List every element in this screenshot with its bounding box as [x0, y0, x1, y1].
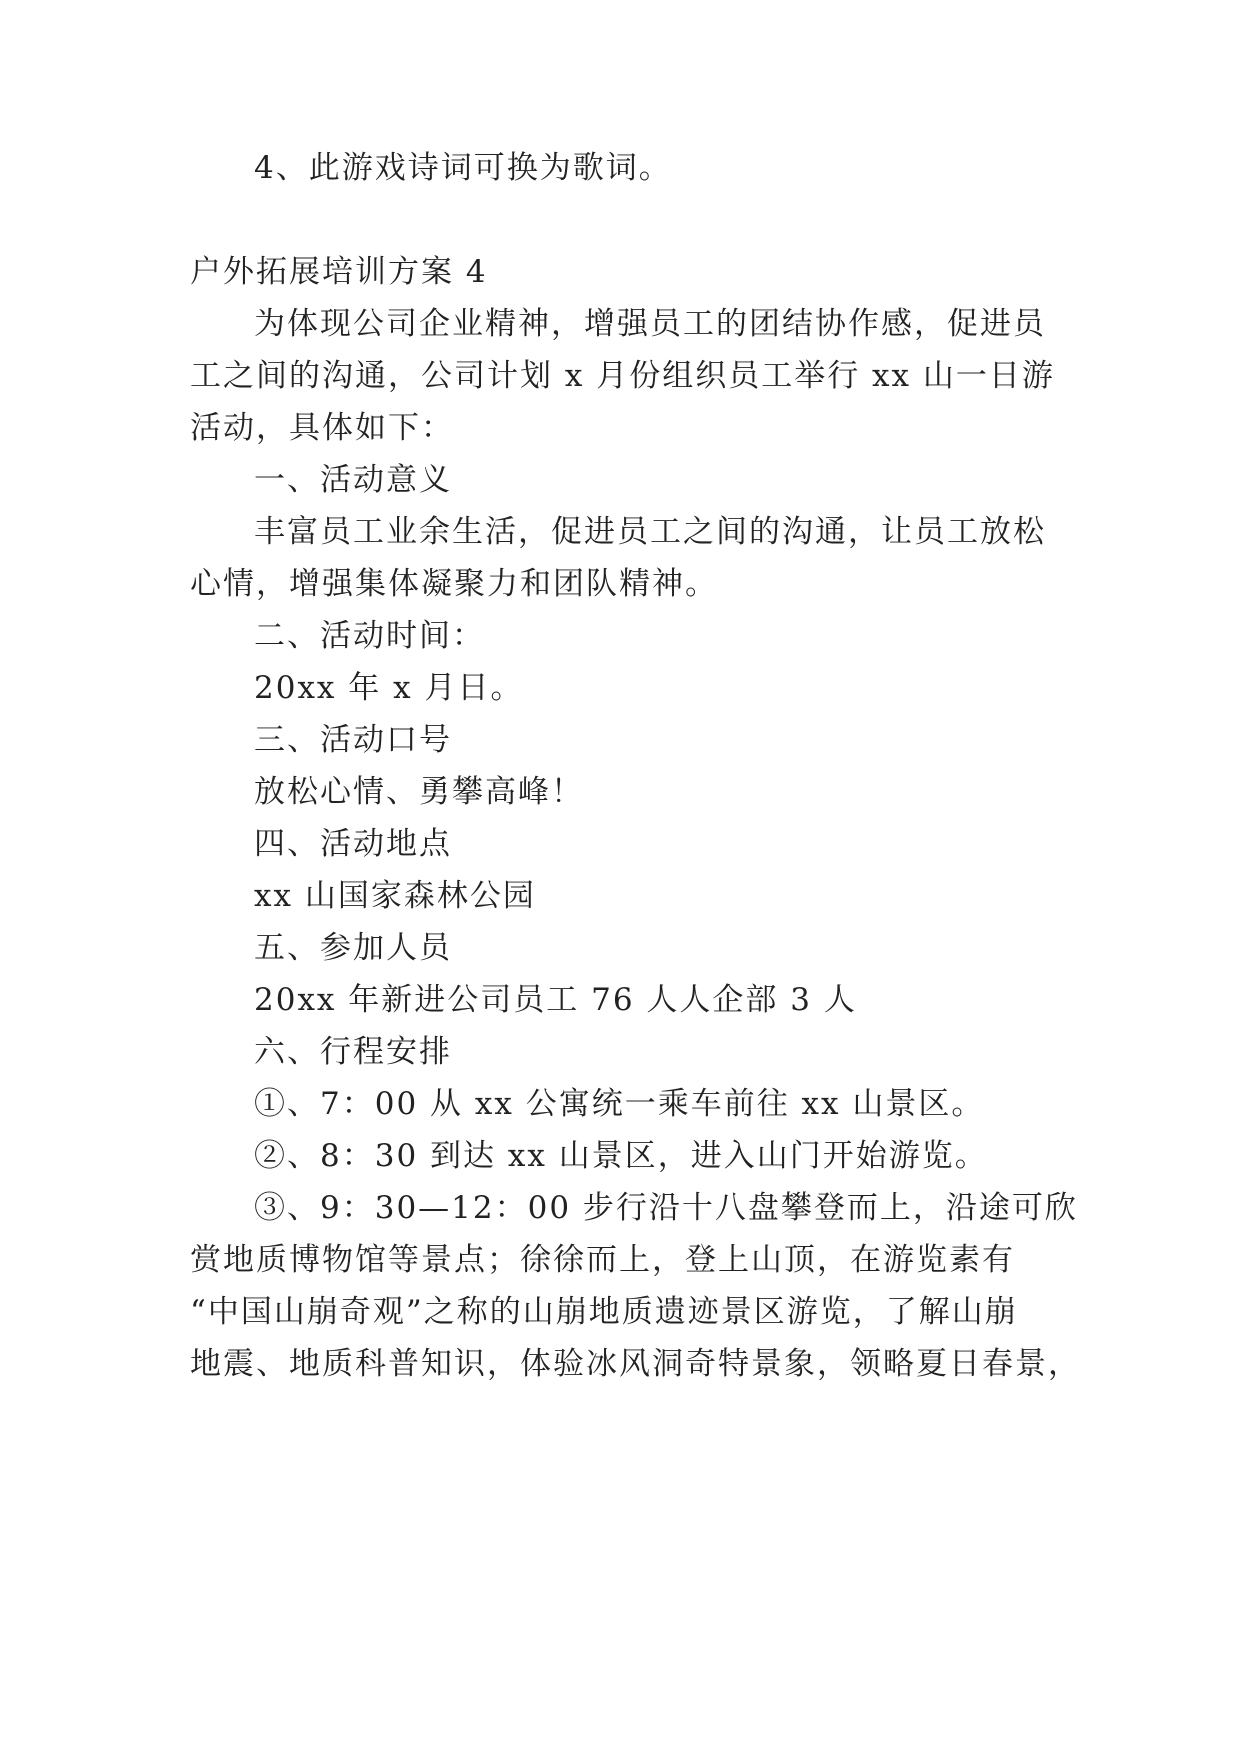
schedule-step-2: ②、8：30 到达 xx 山景区，进入山门开始游览。 [254, 1138, 988, 1174]
schedule-step-3-line-2: 赏地质博物馆等景点；徐徐而上，登上山顶，在游览素有 [190, 1242, 1015, 1278]
location-text: xx 山国家森林公园 [254, 878, 536, 914]
schedule-step-3-line-3: “中国山崩奇观”之称的山崩地质遗迹景区游览，了解山崩 [190, 1294, 1018, 1330]
schedule-step-1: ①、7：00 从 xx 公寓统一乘车前往 xx 山景区。 [254, 1086, 985, 1122]
participants-text: 20xx 年新进公司员工 76 人人企部 3 人 [254, 982, 857, 1018]
purpose-line-2: 心情，增强集体凝聚力和团队精神。 [190, 566, 718, 602]
heading-schedule: 六、行程安排 [254, 1034, 452, 1070]
schedule-step-3-line-1: ③、9：30—12：00 步行沿十八盘攀登而上，沿途可欣 [254, 1190, 1078, 1226]
heading-participants: 五、参加人员 [254, 930, 452, 966]
list-item-4: 4、此游戏诗词可换为歌词。 [254, 150, 672, 186]
heading-purpose: 一、活动意义 [254, 462, 452, 498]
schedule-step-3-line-4: 地震、地质科普知识，体验冰风洞奇特景象，领略夏日春景， [190, 1346, 1081, 1382]
slogan-text: 放松心情、勇攀高峰！ [254, 774, 584, 810]
time-text: 20xx 年 x 月日。 [254, 670, 524, 706]
intro-line-3: 活动，具体如下： [190, 410, 454, 446]
purpose-line-1: 丰富员工业余生活，促进员工之间的沟通，让员工放松 [254, 514, 1046, 550]
section-title: 户外拓展培训方案 4 [190, 254, 488, 290]
heading-slogan: 三、活动口号 [254, 722, 452, 758]
intro-line-1: 为体现公司企业精神，增强员工的团结协作感，促进员 [254, 306, 1046, 342]
intro-line-2: 工之间的沟通，公司计划 x 月份组织员工举行 xx 山一日游 [190, 358, 1055, 394]
heading-location: 四、活动地点 [254, 826, 452, 862]
heading-time: 二、活动时间： [254, 618, 485, 654]
